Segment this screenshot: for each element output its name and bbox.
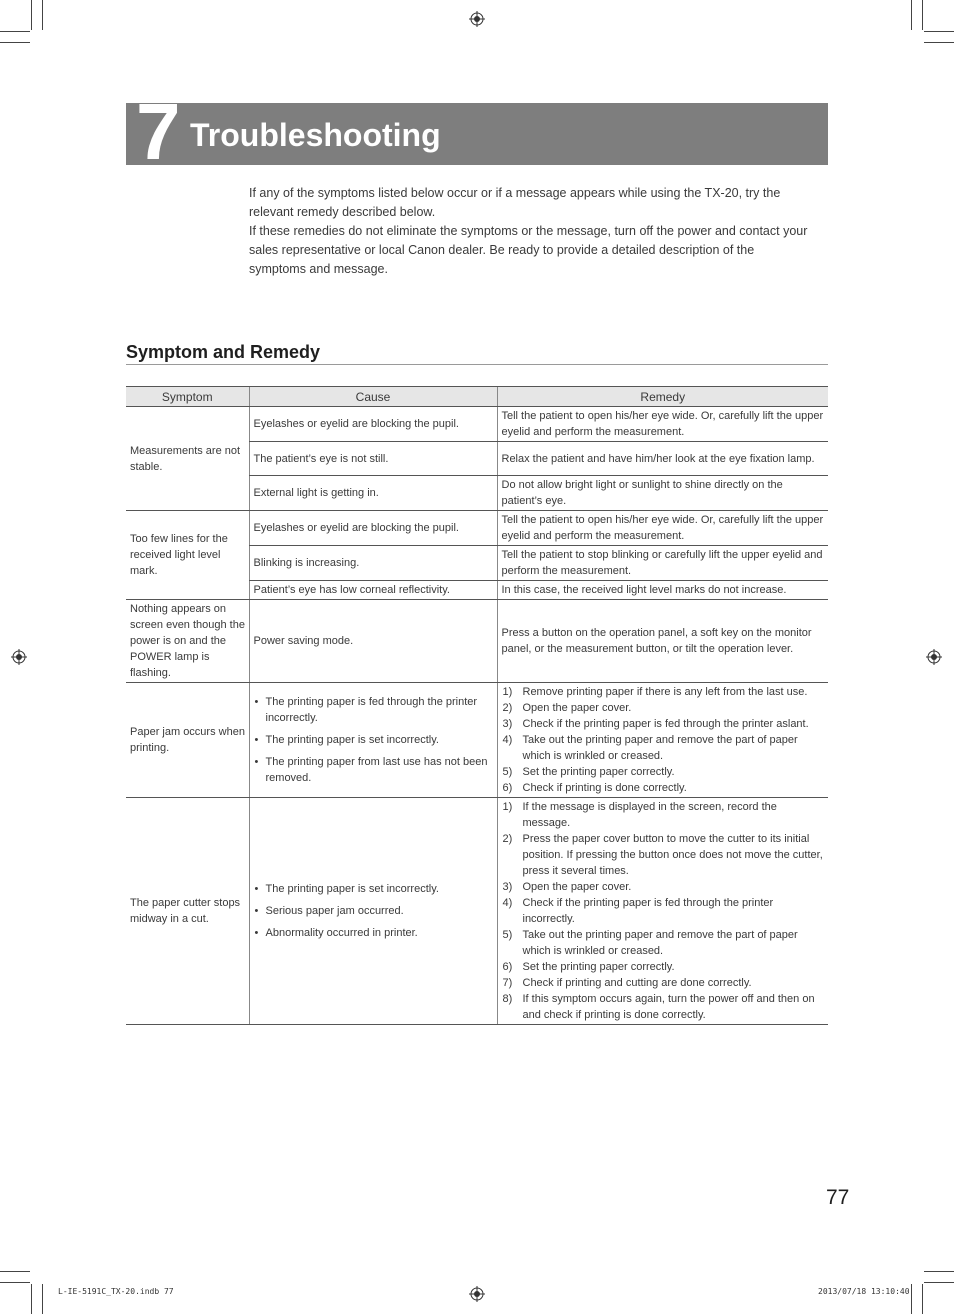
step-number: 6) — [502, 782, 513, 794]
cause-cell: The patient’s eye is not still. — [249, 442, 497, 476]
list-item: • Abnormality occurred in printer. — [254, 925, 494, 941]
table-row — [126, 407, 828, 442]
list-item — [502, 799, 826, 831]
remedy-cell — [497, 798, 828, 1025]
list-item — [502, 991, 826, 1023]
step-number: 7) — [502, 977, 513, 989]
section-title: Symptom and Remedy — [126, 342, 321, 362]
symptom-cell: Too few lines for the received light level mark. — [126, 511, 249, 600]
list-item: • The printing paper is set incorrectly. — [254, 881, 494, 897]
list-item — [502, 716, 826, 732]
page-number: 77 — [826, 1186, 850, 1209]
registration-mark-icon — [926, 649, 942, 665]
column-header-cause: Cause — [249, 387, 497, 407]
remedy-cell: Relax the patient and have him/her look at the eye fixation lamp. — [497, 442, 828, 476]
list-item — [502, 959, 826, 975]
list-item — [502, 764, 826, 780]
symptom-remedy-table — [126, 386, 828, 1025]
step-text: Check if printing is done correctly. — [522, 782, 687, 794]
cause-cell — [249, 683, 497, 798]
table-row — [126, 683, 828, 798]
step-number: 2) — [502, 833, 513, 845]
registration-mark-icon — [469, 1286, 485, 1302]
remedy-cell — [497, 683, 828, 798]
remedy-cell: In this case, the received light level marks do not increase. — [497, 581, 828, 600]
step-number: 3) — [502, 881, 513, 893]
list-item: • Serious paper jam occurred. — [254, 903, 494, 919]
step-text: Check if printing and cutting are done correctly. — [522, 977, 752, 989]
chapter-title: Troubleshooting — [190, 117, 441, 153]
cause-cell: Patient’s eye has low corneal reflectivity. — [249, 581, 497, 600]
table-row — [126, 600, 828, 683]
remedy-cell: Do not allow bright light or sunlight to shine directly on the patient’s eye. — [497, 476, 828, 511]
step-text: Open the paper cover. — [522, 881, 632, 893]
remedy-cell: Tell the patient to open his/her eye wide. Or, carefully lift the upper eyelid and perform the measurement. — [497, 407, 828, 442]
step-text: If the message is displayed in the screen, record the message. — [522, 801, 777, 829]
remedy-cell: Tell the patient to open his/her eye wide. Or, carefully lift the upper eyelid and perform the measurement. — [497, 511, 828, 546]
list-item — [502, 732, 826, 764]
table-header-row — [126, 387, 828, 407]
footer-file-name: L-IE-5191C_TX-20.indb 77 — [58, 1287, 174, 1296]
registration-mark-icon — [469, 11, 485, 27]
remedy-cell: Tell the patient to stop blinking or carefully lift the upper eyelid and perform the measurement. — [497, 546, 828, 581]
step-text: Set the printing paper correctly. — [522, 961, 675, 973]
step-number: 2) — [502, 702, 513, 714]
registration-mark-icon — [11, 649, 27, 665]
cause-cell: External light is getting in. — [249, 476, 497, 511]
remedy-steps — [502, 799, 826, 1023]
step-text: Take out the printing paper and remove the part of paper which is wrinkled or creased. — [522, 734, 798, 762]
list-item — [502, 831, 826, 879]
cause-cell: Power saving mode. — [249, 600, 497, 683]
table-row — [126, 511, 828, 546]
cause-cell: Eyelashes or eyelid are blocking the pupil. — [249, 511, 497, 546]
symptom-cell: Paper jam occurs when printing. — [126, 683, 249, 798]
symptom-cell: Nothing appears on screen even though the power is on and the POWER lamp is flashing. — [126, 600, 249, 683]
list-item — [502, 975, 826, 991]
remedy-cell: Press a button on the operation panel, a soft key on the monitor panel, or the measurement button, or tilt the operation lever. — [497, 600, 828, 683]
section-divider — [126, 364, 828, 365]
step-number: 1) — [502, 801, 513, 813]
cause-cell: Blinking is increasing. — [249, 546, 497, 581]
step-number: 6) — [502, 961, 513, 973]
list-item: • The printing paper is set incorrectly. — [254, 732, 494, 748]
column-header-remedy: Remedy — [497, 387, 828, 407]
cause-list — [254, 694, 494, 786]
step-text: Remove printing paper if there is any left from the last use. — [522, 686, 808, 698]
chapter-number: 7 — [136, 87, 179, 176]
intro-paragraph-1: If any of the symptoms listed below occur or if a message appears while using the TX-20, try the relevant remedy described below. — [249, 186, 781, 219]
list-item: • The printing paper is fed through the printer incorrectly. — [254, 694, 494, 726]
step-text: Open the paper cover. — [522, 702, 632, 714]
step-number: 8) — [502, 993, 513, 1005]
list-item: • The printing paper from last use has not been removed. — [254, 754, 494, 786]
step-text: If this symptom occurs again, turn the power off and then on and check if printing is done correctly. — [522, 993, 815, 1021]
list-item — [502, 895, 826, 927]
step-number: 3) — [502, 718, 513, 730]
step-text: Set the printing paper correctly. — [522, 766, 675, 778]
step-number: 5) — [502, 766, 513, 778]
step-number: 4) — [502, 734, 513, 746]
list-item — [502, 927, 826, 959]
step-text: Check if the printing paper is fed through the printer incorrectly. — [522, 897, 774, 925]
symptom-cell: The paper cutter stops midway in a cut. — [126, 798, 249, 1025]
list-item — [502, 879, 826, 895]
list-item — [502, 780, 826, 796]
intro-text — [249, 184, 809, 279]
table-row — [126, 798, 828, 1025]
step-text: Take out the printing paper and remove the part of paper which is wrinkled or creased. — [522, 929, 798, 957]
step-number: 5) — [502, 929, 513, 941]
cause-cell — [249, 798, 497, 1025]
list-item — [502, 684, 826, 700]
cause-list — [254, 881, 494, 941]
step-text: Check if the printing paper is fed through the printer aslant. — [522, 718, 809, 730]
intro-paragraph-2: If these remedies do not eliminate the symptoms or the message, turn off the power and contact your sales representative or local Canon dealer. Be ready to provide a detailed description of the symptoms and message. — [249, 224, 808, 276]
symptom-cell: Measurements are not stable. — [126, 407, 249, 511]
step-text: Press the paper cover button to move the cutter to its initial position. If pressing the button once does not move the cutter, press it several times. — [522, 833, 823, 877]
step-number: 4) — [502, 897, 513, 909]
cause-cell: Eyelashes or eyelid are blocking the pupil. — [249, 407, 497, 442]
footer-timestamp: 2013/07/18 13:10:40 — [818, 1287, 910, 1296]
step-number: 1) — [502, 686, 513, 698]
column-header-symptom: Symptom — [126, 387, 249, 407]
list-item — [502, 700, 826, 716]
remedy-steps — [502, 684, 826, 796]
